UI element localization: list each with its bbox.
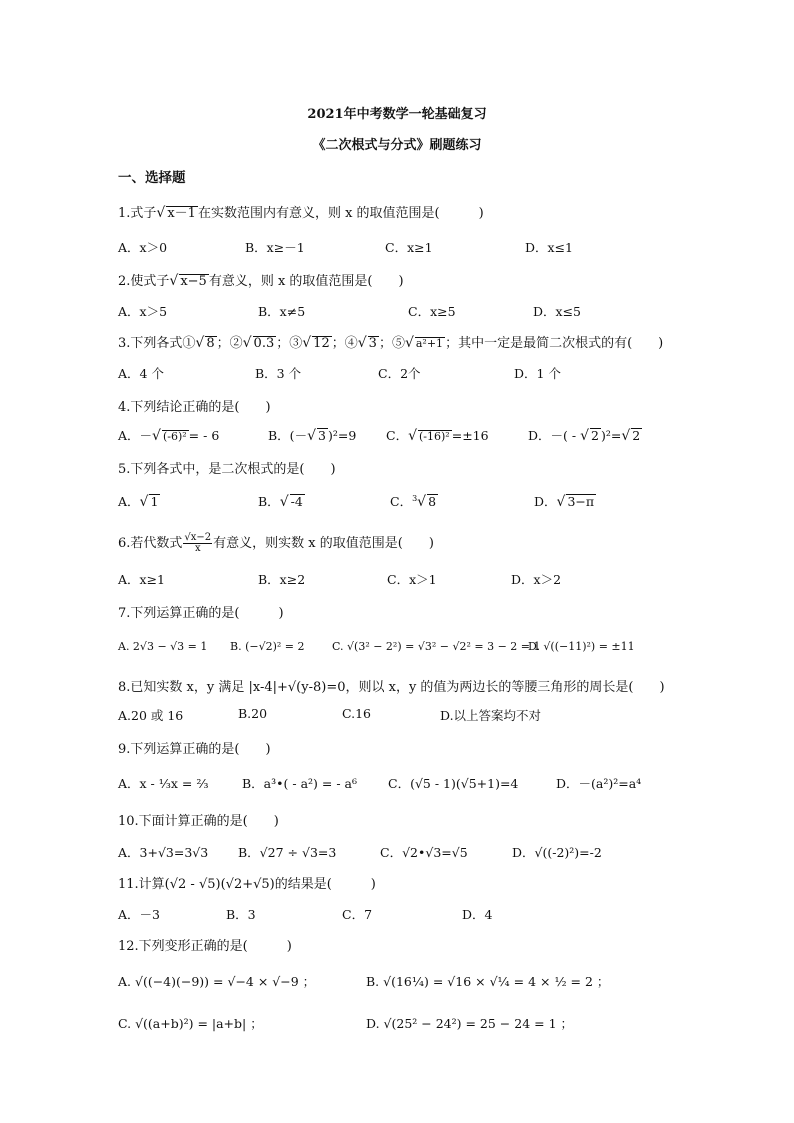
question-2: 2.使式子√ x−5 有意义，则 x 的取值范围是( ) <box>118 273 404 289</box>
q4-option-d: D．－( - √ 2 )²=√ 2 <box>528 428 641 444</box>
q3-option-d: D．1 个 <box>514 366 561 381</box>
q12-option-b: B. √(16¼) = √16 × √¼ = 4 × ½ = 2 ； <box>366 974 610 989</box>
q8-option-c: C.16 <box>342 706 371 721</box>
q9-option-d: D．－(a²)²=a⁴ <box>556 776 642 791</box>
q11-option-a: A．－3 <box>118 907 160 922</box>
question-10: 10.下面计算正确的是( ) <box>118 814 279 829</box>
question-8: 8.已知实数 x，y 满足 |x-4|+√(y-8)=0，则以 x，y 的值为两边长的等腰三角形的周长是( ) <box>118 680 665 695</box>
q9-option-c: C．(√5 - 1)(√5+1)=4 <box>388 776 519 791</box>
q2-option-b: B．x≠5 <box>258 304 306 319</box>
question-5: 5.下列各式中，是二次根式的是( ) <box>118 462 336 477</box>
q1-option-b: B．x≥－1 <box>245 240 305 255</box>
question-11: 11.计算(√2 - √5)(√2+√5)的结果是( ) <box>118 877 376 892</box>
q1-option-c: C．x≥1 <box>385 240 433 255</box>
q2-option-d: D．x≤5 <box>533 304 581 319</box>
q3-option-a: A．4 个 <box>118 366 164 381</box>
q5-option-b: B．√ -4 <box>258 494 303 510</box>
q4-option-a: A．－√ (-6)² = - 6 <box>118 428 220 444</box>
q7-option-b: B. (−√2)² = 2 <box>230 640 305 653</box>
q8-option-d: D.以上答案均不对 <box>440 708 542 723</box>
q8-option-a: A.20 或 16 <box>118 708 184 723</box>
q10-option-d: D．√((-2)²)=-2 <box>512 845 602 860</box>
radical: x－1 <box>167 206 196 221</box>
q7-option-d: D. √((−11)²) = ±11 <box>528 640 635 653</box>
q10-option-c: C．√2•√3=√5 <box>380 845 468 860</box>
q5-option-c: C．$^3$√ 8 <box>390 493 437 510</box>
q6-option-c: C．x＞1 <box>387 572 437 587</box>
q12-option-a: A. √((−4)(−9)) = √−4 × √−9 ； <box>118 974 316 989</box>
section-heading: 一、选择题 <box>118 170 186 186</box>
q4-option-c: C．√ (-16)² =±16 <box>386 428 489 444</box>
q7-option-a: A. 2√3 − √3 = 1 <box>118 640 208 653</box>
question-12: 12.下列变形正确的是( ) <box>118 939 292 954</box>
q1-option-d: D．x≤1 <box>525 240 573 255</box>
q11-option-c: C．7 <box>342 907 373 922</box>
q1-option-a: A．x＞0 <box>118 240 168 255</box>
q6-option-d: D．x＞2 <box>511 572 562 587</box>
q3-option-b: B．3 个 <box>255 366 302 381</box>
q2-option-c: C．x≥5 <box>408 304 456 319</box>
q9-option-a: A．x - ⅓x = ⅔ <box>118 776 209 791</box>
q11-option-b: B．3 <box>226 907 256 922</box>
question-7: 7.下列运算正确的是( ) <box>118 606 284 621</box>
q8-option-b: B.20 <box>238 706 268 721</box>
document-title: 2021年中考数学一轮基础复习 <box>307 107 487 122</box>
q12-option-c: C. √((a+b)²) = |a+b| ； <box>118 1016 263 1031</box>
q10-option-a: A．3+√3=3√3 <box>118 845 209 860</box>
q4-option-b: B．(－√ 3 )²=9 <box>268 428 357 444</box>
q12-option-d: D. √(25² − 24²) = 25 − 24 = 1 ； <box>366 1016 573 1031</box>
q11-option-d: D．4 <box>462 907 493 922</box>
q2-option-a: A．x＞5 <box>118 304 168 319</box>
question-4: 4.下列结论正确的是( ) <box>118 400 271 415</box>
q10-option-b: B．√27 ÷ √3=3 <box>238 845 337 860</box>
q5-option-d: D．√ 3−π <box>534 494 595 510</box>
q5-option-a: A．√ 1 <box>118 494 159 510</box>
question-1: 1.式子√ x－1 在实数范围内有意义，则 x 的取值范围是( ) <box>118 205 484 221</box>
q7-option-c: C. √(3² − 2²) = √3² − √2² = 3 − 2 = 1 <box>332 640 541 653</box>
q6-option-a: A．x≥1 <box>118 572 166 587</box>
question-9: 9.下列运算正确的是( ) <box>118 742 271 757</box>
q3-option-c: C．2个 <box>378 366 421 381</box>
q6-option-b: B．x≥2 <box>258 572 306 587</box>
fraction: $\frac{√x-2}{x}$ <box>184 531 212 554</box>
question-6: 6.若代数式 $\frac{√x-2}{x}$ 有意义，则实数 x 的取值范围是( ) <box>118 531 434 554</box>
document-subtitle: 《二次根式与分式》刷题练习 <box>312 138 482 153</box>
question-3: 3.下列各式①√ 8 ；②√ 0.3 ；③√ 12 ；④√ 3 ；⑤√ a²+1 ；其中一定是最简二次根式的有( ) <box>118 335 664 351</box>
q9-option-b: B．a³•( - a²) = - a⁶ <box>242 776 357 791</box>
